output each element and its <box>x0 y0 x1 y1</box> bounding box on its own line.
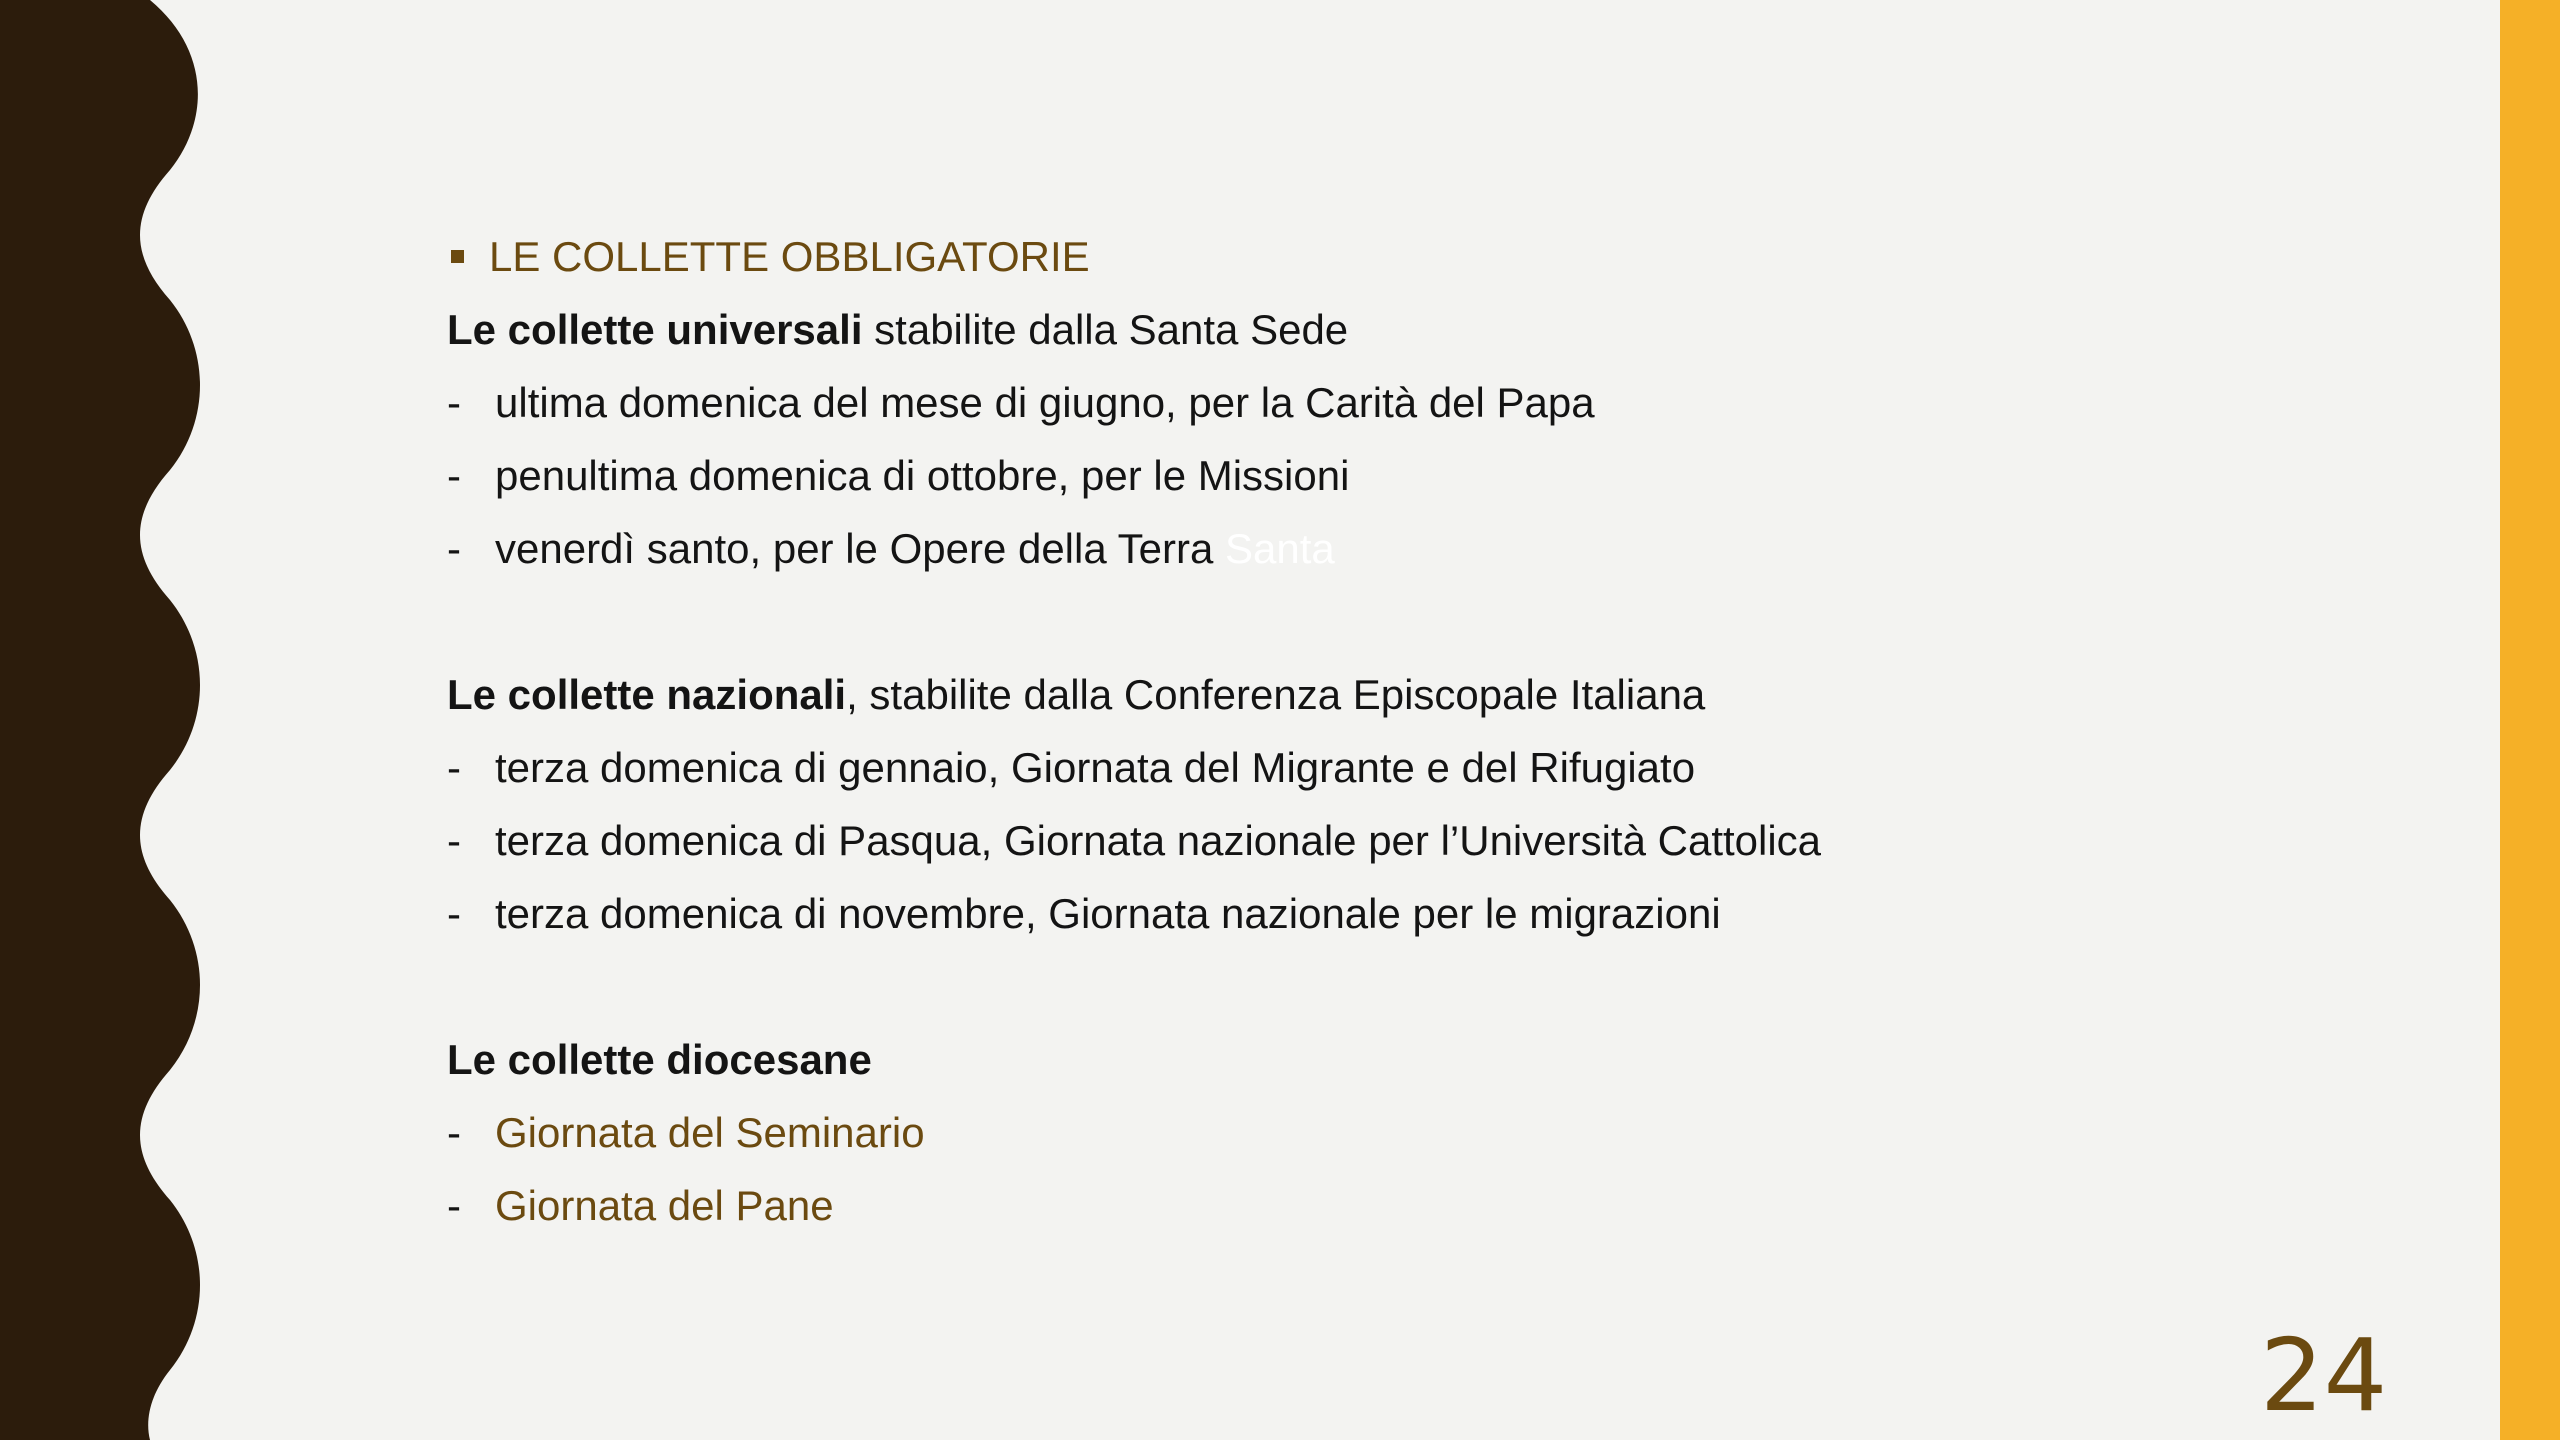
universal-title-bold: Le collette universali <box>447 306 863 353</box>
dash-bullet: - <box>447 744 461 791</box>
dash-bullet: - <box>447 1182 461 1229</box>
national-title-bold: Le collette nazionali <box>447 671 847 718</box>
list-item-text: terza domenica di gennaio, Giornata del Migrante e del Rifugiato <box>495 744 1696 791</box>
spacer <box>447 950 2347 1023</box>
dash-bullet: - <box>447 379 461 426</box>
list-item <box>447 439 2347 512</box>
list-item <box>447 1169 2347 1242</box>
list-item-text: penultima domenica di ottobre, per le Missioni <box>495 452 1350 499</box>
heading-text: LE COLLETTE OBBLIGATORIE <box>489 233 1090 280</box>
dash-bullet: - <box>447 817 461 864</box>
list-item <box>447 877 2347 950</box>
universal-title <box>447 293 2347 366</box>
list-item <box>447 804 2347 877</box>
list-item <box>447 731 2347 804</box>
national-title-rest: , stabilite dalla Conferenza Episcopale Italiana <box>846 671 1706 718</box>
dash-bullet: - <box>447 525 461 572</box>
national-title <box>447 658 2347 731</box>
page-number: 24 <box>2260 1317 2388 1434</box>
diocesan-title <box>447 1023 2347 1096</box>
list-item-text: ultima domenica del mese di giugno, per la Carità del Papa <box>495 379 1595 426</box>
square-bullet-icon <box>451 250 464 263</box>
dash-bullet: - <box>447 1109 461 1156</box>
slide-content <box>447 220 2347 1242</box>
list-item <box>447 366 2347 439</box>
dash-bullet: - <box>447 890 461 937</box>
diocesan-title-bold: Le collette diocesane <box>447 1036 872 1083</box>
list-item <box>447 1096 2347 1169</box>
list-item <box>447 512 2347 585</box>
list-item-text: venerdì santo, per le Opere della Terra <box>495 525 1225 572</box>
right-accent-band <box>2500 0 2560 1440</box>
list-item-text: terza domenica di Pasqua, Giornata nazionale per l’Università Cattolica <box>495 817 1822 864</box>
section-heading <box>447 220 2347 293</box>
hidden-word: Santa <box>1224 525 1335 572</box>
list-item-text: terza domenica di novembre, Giornata nazionale per le migrazioni <box>495 890 1721 937</box>
left-wavy-band <box>0 0 200 1440</box>
list-item-text: Giornata del Pane <box>495 1182 834 1229</box>
dash-bullet: - <box>447 452 461 499</box>
spacer <box>447 585 2347 658</box>
universal-title-rest: stabilite dalla Santa Sede <box>862 306 1349 353</box>
list-item-text: Giornata del Seminario <box>495 1109 925 1156</box>
